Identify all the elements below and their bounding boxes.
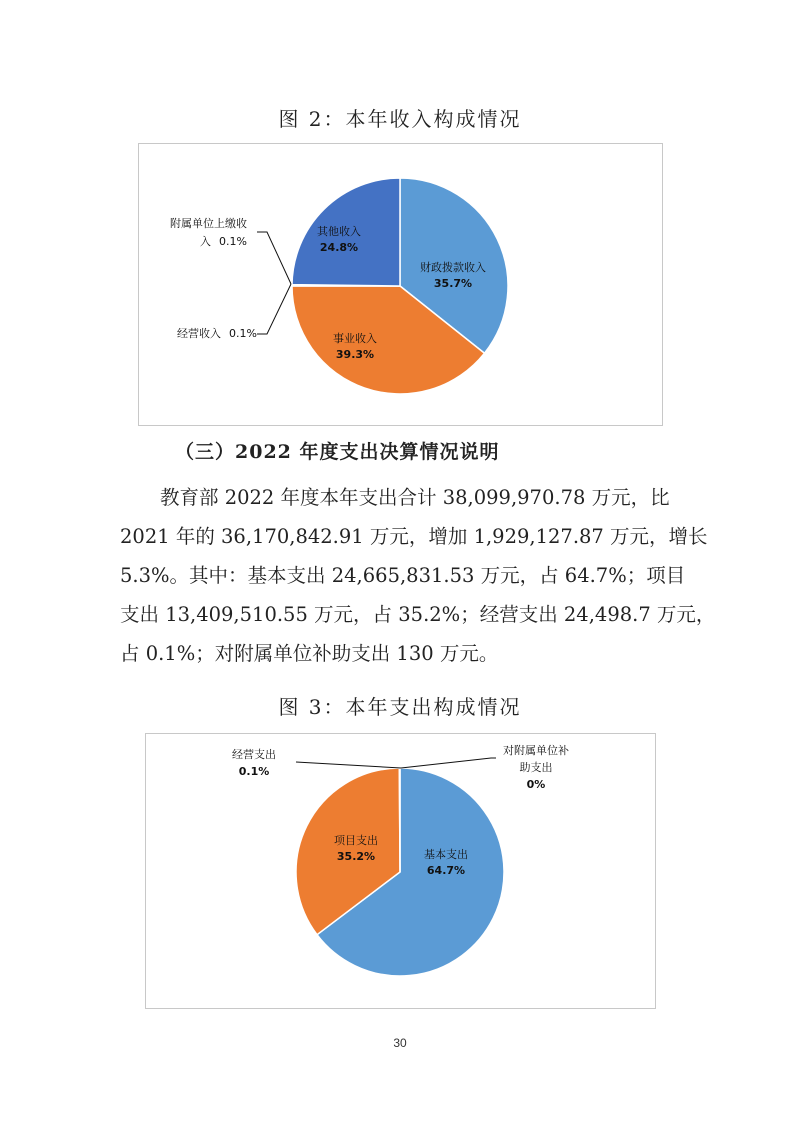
label-fiscal-value: 35.7% xyxy=(433,277,473,290)
label-project-value: 35.2% xyxy=(336,850,376,863)
callout-operating-name: 经营收入 xyxy=(177,327,222,340)
label-other-name: 其他收入 xyxy=(317,225,361,238)
callout-line-operating-exp xyxy=(296,762,401,768)
callout-line-subsidy-exp xyxy=(401,758,496,768)
section-3-paragraph xyxy=(120,478,716,673)
page-number: 30 xyxy=(393,1036,407,1050)
callout-subsidiary-name-1: 附属单位上缴收 xyxy=(170,217,247,230)
label-fiscal-name: 财政拨款收入 xyxy=(420,261,486,274)
expenditure-pie-svg xyxy=(146,734,655,1008)
label-other-value: 24.8% xyxy=(319,241,359,254)
label-basic-name: 基本支出 xyxy=(424,848,468,861)
callout-line-operating xyxy=(257,284,291,334)
expenditure-pie-chart xyxy=(145,733,656,1009)
figure-3-title: 图 3：本年支出构成情况 xyxy=(278,695,522,719)
paragraph-line-3: 5.3%。其中：基本支出 24,665,831.53 万元，占 64.7%；项目 xyxy=(120,564,686,587)
callout-subsidiary-line-2 xyxy=(200,234,247,248)
callout-operating-exp-value: 0.1% xyxy=(238,765,270,778)
callout-operating-value: 0.1% xyxy=(229,327,257,340)
label-project-name: 项目支出 xyxy=(334,834,378,847)
callout-operating-exp-name: 经营支出 xyxy=(232,748,276,761)
callout-subsidy-name-1: 对附属单位补 xyxy=(503,744,569,757)
paragraph-line-2: 2021 年的 36,170,842.91 万元，增加 1,929,127.87 万元，增长 xyxy=(120,525,708,548)
callout-line-subsidiary xyxy=(257,232,291,284)
paragraph-line-5: 占 0.1%；对附属单位补助支出 130 万元。 xyxy=(120,642,499,665)
callout-subsidy-name-2: 助支出 xyxy=(519,761,553,774)
figure-2-title: 图 2：本年收入构成情况 xyxy=(278,107,522,131)
pie-slice-operating-expenditure xyxy=(399,768,400,872)
callout-subsidiary-name-2: 入 xyxy=(200,235,212,248)
paragraph-line-1: 教育部 2022 年度本年支出合计 38,099,970.78 万元，比 xyxy=(160,486,670,509)
section-3-heading: （三）2022 年度支出决算情况说明 xyxy=(175,441,500,463)
callout-operating-line xyxy=(177,326,257,340)
label-business-name: 事业收入 xyxy=(333,332,377,345)
paragraph-line-4: 支出 13,409,510.55 万元，占 35.2%；经营支出 24,498.7 万元， xyxy=(120,603,716,626)
callout-subsidiary-value: 0.1% xyxy=(219,235,247,248)
label-business-value: 39.3% xyxy=(335,348,375,361)
income-pie-chart xyxy=(138,143,663,426)
income-pie-svg xyxy=(139,144,662,425)
callout-subsidy-value: 0% xyxy=(526,778,546,791)
label-basic-value: 64.7% xyxy=(426,864,466,877)
